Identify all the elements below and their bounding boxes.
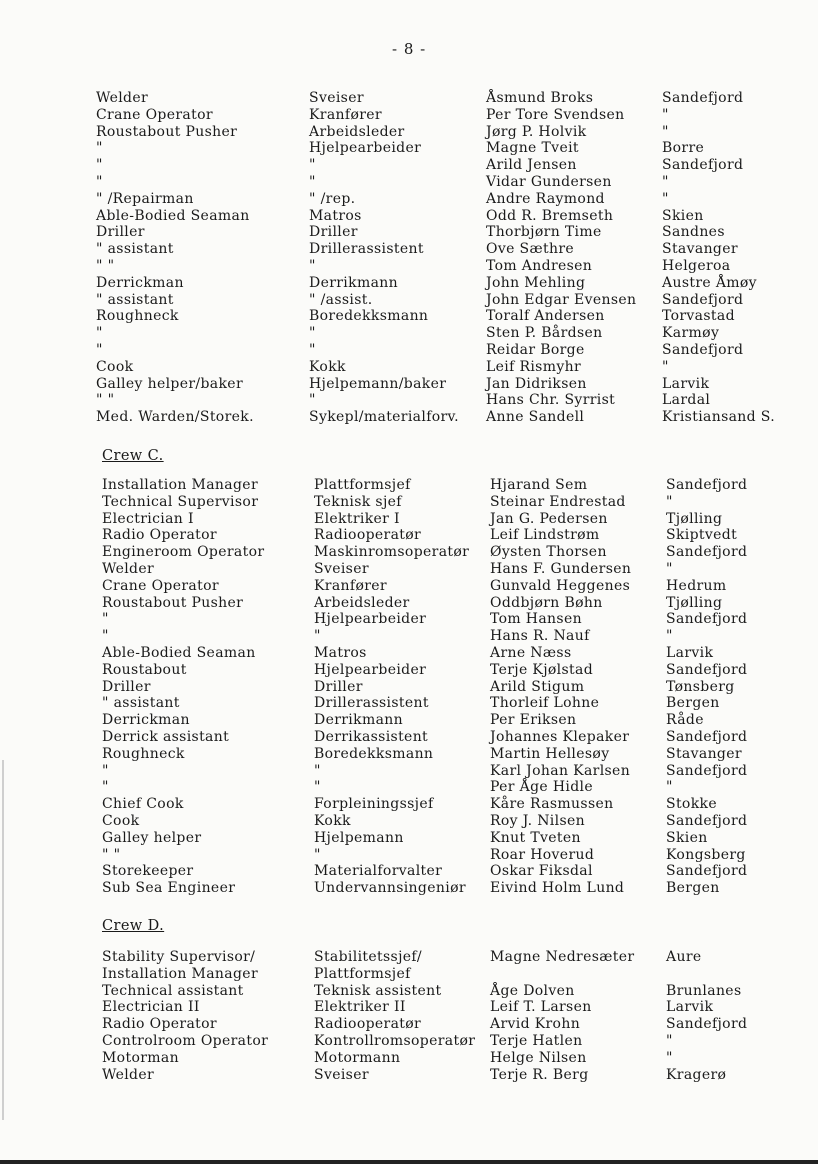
hometown: " bbox=[666, 493, 673, 510]
position-en: Roustabout bbox=[102, 661, 187, 678]
position-no: " bbox=[314, 846, 321, 863]
hometown: Sandefjord bbox=[666, 661, 748, 678]
hometown: " bbox=[662, 173, 669, 190]
person-name: Arild Stigum bbox=[490, 678, 585, 695]
hometown: Stokke bbox=[666, 796, 717, 813]
hometown: Skiptvedt bbox=[666, 527, 738, 544]
position-en: " bbox=[102, 628, 109, 645]
position-en: " bbox=[96, 325, 103, 342]
position-en: Technical assistant bbox=[102, 982, 244, 999]
crew-row bbox=[96, 880, 796, 897]
position-no: Driller bbox=[314, 678, 363, 695]
position-no: Forpleiningssjef bbox=[314, 796, 434, 813]
position-en: Radio Operator bbox=[102, 527, 217, 544]
position-no: Drillerassistent bbox=[314, 695, 429, 712]
crew-d-section bbox=[96, 918, 796, 1083]
hometown: " bbox=[662, 358, 669, 375]
position-no: Undervannsingeniør bbox=[314, 880, 466, 897]
hometown: " bbox=[662, 123, 669, 140]
crew-row bbox=[96, 241, 796, 258]
crew-row bbox=[96, 679, 796, 696]
position-en: " " bbox=[102, 846, 121, 863]
position-en: Roughneck bbox=[96, 308, 179, 325]
crew-row bbox=[96, 763, 796, 780]
crew-row bbox=[96, 628, 796, 645]
crew-row bbox=[96, 695, 796, 712]
position-en: Technical Supervisor bbox=[102, 493, 259, 510]
position-no: Plattformsjef bbox=[314, 965, 411, 982]
hometown: Sandefjord bbox=[662, 291, 744, 308]
hometown: Brunlanes bbox=[666, 982, 742, 999]
position-no: Kranfører bbox=[314, 577, 387, 594]
crew-row bbox=[96, 511, 796, 528]
position-no: Arbeidsleder bbox=[309, 123, 405, 140]
crew-row bbox=[96, 90, 796, 107]
crew-b-list bbox=[96, 90, 796, 426]
position-en: " bbox=[96, 140, 103, 157]
person-name: Vidar Gundersen bbox=[486, 173, 612, 190]
position-en: Controlroom Operator bbox=[102, 1032, 269, 1049]
crew-row bbox=[96, 949, 796, 966]
position-no: Kokk bbox=[314, 812, 351, 829]
position-no: Maskinromsoperatør bbox=[314, 544, 470, 561]
position-en: Installation Manager bbox=[102, 965, 258, 982]
hometown: Skien bbox=[666, 829, 708, 846]
position-en: Derrickman bbox=[102, 712, 190, 729]
crew-row bbox=[96, 966, 796, 983]
person-name: Hjarand Sem bbox=[490, 477, 588, 493]
crew-row bbox=[96, 662, 796, 679]
position-en: Cook bbox=[96, 358, 134, 375]
person-name: Sten P. Bårdsen bbox=[486, 325, 603, 342]
person-name: Åsmund Broks bbox=[486, 90, 594, 106]
position-en: " bbox=[102, 779, 109, 796]
person-name: Odd R. Bremseth bbox=[486, 207, 614, 224]
crew-row bbox=[96, 325, 796, 342]
person-name: Arild Jensen bbox=[486, 157, 577, 174]
person-name: Ove Sæthre bbox=[486, 241, 574, 258]
hometown: Tønsberg bbox=[666, 678, 735, 695]
position-en: Crane Operator bbox=[96, 106, 213, 123]
position-no: Hjelpearbeider bbox=[314, 661, 427, 678]
crew-row bbox=[96, 863, 796, 880]
person-name: Steinar Endrestad bbox=[490, 493, 626, 510]
person-name: Hans Chr. Syrrist bbox=[486, 392, 616, 409]
person-name: Per Tore Svendsen bbox=[486, 106, 625, 123]
person-name: Leif T. Larsen bbox=[490, 999, 592, 1016]
hometown: Sandefjord bbox=[666, 728, 748, 745]
hometown: Helgeroa bbox=[662, 257, 731, 274]
hometown: Sandefjord bbox=[666, 1016, 748, 1033]
person-name: Magne Tveit bbox=[486, 140, 579, 157]
position-en: " " bbox=[96, 257, 115, 274]
person-name: Reidar Borge bbox=[486, 341, 585, 358]
hometown: Råde bbox=[666, 712, 704, 729]
crew-row bbox=[96, 208, 796, 225]
crew-row bbox=[96, 1067, 796, 1084]
crew-row bbox=[96, 611, 796, 628]
person-name: Roy J. Nilsen bbox=[490, 812, 585, 829]
hometown: Kristiansand S. bbox=[662, 409, 776, 426]
person-name: Jørg P. Holvik bbox=[486, 123, 587, 140]
person-name: Terje Kjølstad bbox=[490, 661, 594, 678]
position-no: Radiooperatør bbox=[314, 527, 422, 544]
hometown: " bbox=[662, 190, 669, 207]
crew-row bbox=[96, 544, 796, 561]
person-name: Leif Lindstrøm bbox=[490, 527, 600, 544]
position-no: Drillerassistent bbox=[309, 241, 424, 258]
position-en: " " bbox=[96, 392, 115, 409]
person-name: Arne Næss bbox=[490, 644, 572, 661]
position-no: Materialforvalter bbox=[314, 863, 443, 880]
hometown: Sandefjord bbox=[666, 762, 748, 779]
position-no: Hjelpemann/baker bbox=[309, 375, 447, 392]
hometown: Kongsberg bbox=[666, 846, 746, 863]
crew-row bbox=[96, 409, 796, 426]
position-no: Plattformsjef bbox=[314, 477, 411, 493]
person-name: Thorbjørn Time bbox=[486, 224, 602, 241]
person-name: Tom Andresen bbox=[486, 257, 593, 274]
position-en: Sub Sea Engineer bbox=[102, 880, 236, 897]
crew-row bbox=[96, 578, 796, 595]
person-name: Magne Nedresæter bbox=[490, 949, 635, 965]
position-no: Arbeidsleder bbox=[314, 594, 410, 611]
person-name: Roar Hoverud bbox=[490, 846, 595, 863]
crew-row bbox=[96, 779, 796, 796]
crew-row bbox=[96, 292, 796, 309]
person-name: Åge Dolven bbox=[490, 982, 575, 999]
crew-row bbox=[96, 813, 796, 830]
scan-edge-line bbox=[2, 760, 4, 1120]
position-no: Derrikassistent bbox=[314, 728, 429, 745]
person-name: John Edgar Evensen bbox=[486, 291, 637, 308]
position-en: " assistant bbox=[96, 291, 174, 308]
crew-c-heading: Crew C. bbox=[102, 448, 164, 464]
hometown: Torvastad bbox=[662, 308, 735, 325]
crew-row bbox=[96, 527, 796, 544]
position-no: Hjelpearbeider bbox=[314, 611, 427, 628]
position-no: " bbox=[309, 341, 316, 358]
crew-row bbox=[96, 847, 796, 864]
hometown: Kragerø bbox=[666, 1066, 727, 1083]
person-name: Terje Hatlen bbox=[490, 1032, 583, 1049]
person-name: Martin Hellesøy bbox=[490, 745, 610, 762]
person-name: Eivind Holm Lund bbox=[490, 880, 625, 897]
person-name: Terje R. Berg bbox=[490, 1066, 589, 1083]
position-no: " bbox=[309, 157, 316, 174]
hometown: Sandefjord bbox=[666, 863, 748, 880]
hometown: Stavanger bbox=[662, 241, 738, 258]
position-en: " assistant bbox=[102, 695, 180, 712]
position-en: Roustabout Pusher bbox=[102, 594, 244, 611]
position-en: Roughneck bbox=[102, 745, 185, 762]
hometown: Stavanger bbox=[666, 745, 742, 762]
hometown: Tjølling bbox=[666, 594, 723, 611]
hometown: Karmøy bbox=[662, 325, 720, 342]
position-en: Storekeeper bbox=[102, 863, 194, 880]
position-no: Sveiser bbox=[309, 90, 364, 106]
hometown: Sandefjord bbox=[666, 812, 748, 829]
position-no: Hjelpearbeider bbox=[309, 140, 422, 157]
hometown: Aure bbox=[666, 949, 702, 965]
hometown: Skien bbox=[662, 207, 704, 224]
position-no: " bbox=[309, 173, 316, 190]
hometown: Sandefjord bbox=[662, 157, 744, 174]
position-no: Elektriker I bbox=[314, 510, 400, 527]
person-name: Per Eriksen bbox=[490, 712, 577, 729]
position-no: Radiooperatør bbox=[314, 1016, 422, 1033]
position-en: Electrician I bbox=[102, 510, 194, 527]
crew-row bbox=[96, 1016, 796, 1033]
person-name: Anne Sandell bbox=[486, 409, 585, 426]
position-en: Chief Cook bbox=[102, 796, 184, 813]
page-number: - 8 - bbox=[392, 40, 427, 58]
position-en: " bbox=[96, 173, 103, 190]
position-no: Motormann bbox=[314, 1049, 401, 1066]
crew-row bbox=[96, 191, 796, 208]
crew-row bbox=[96, 308, 796, 325]
hometown: Bergen bbox=[666, 880, 720, 897]
position-en: Welder bbox=[102, 1066, 155, 1083]
crew-row bbox=[96, 140, 796, 157]
page-bottom-border bbox=[0, 1160, 818, 1164]
position-no: " bbox=[314, 628, 321, 645]
position-en: Roustabout Pusher bbox=[96, 123, 238, 140]
person-name: Leif Rismyhr bbox=[486, 358, 581, 375]
crew-row bbox=[96, 1033, 796, 1050]
position-en: " bbox=[102, 611, 109, 628]
position-no: Kranfører bbox=[309, 106, 382, 123]
crew-row bbox=[96, 796, 796, 813]
position-no: Kokk bbox=[309, 358, 346, 375]
hometown: Hedrum bbox=[666, 577, 727, 594]
person-name: Karl Johan Karlsen bbox=[490, 762, 631, 779]
crew-row bbox=[96, 342, 796, 359]
position-en: Installation Manager bbox=[102, 477, 258, 493]
position-no: " bbox=[309, 392, 316, 409]
crew-d-heading: Crew D. bbox=[102, 918, 165, 934]
position-en: " bbox=[96, 157, 103, 174]
position-en: Med. Warden/Storek. bbox=[96, 409, 254, 426]
position-en: Welder bbox=[102, 560, 155, 577]
position-en: " bbox=[102, 762, 109, 779]
crew-row bbox=[96, 999, 796, 1016]
hometown: Larvik bbox=[662, 375, 710, 392]
position-no: Matros bbox=[309, 207, 362, 224]
position-en: Driller bbox=[102, 678, 151, 695]
position-no: Elektriker II bbox=[314, 999, 406, 1016]
position-no: Hjelpemann bbox=[314, 829, 404, 846]
hometown: " bbox=[666, 560, 673, 577]
position-no: " bbox=[309, 325, 316, 342]
position-en: " /Repairman bbox=[96, 190, 194, 207]
crew-row bbox=[96, 983, 796, 1000]
crew-row bbox=[96, 107, 796, 124]
hometown: Austre Åmøy bbox=[662, 274, 757, 291]
position-en: Welder bbox=[96, 90, 149, 106]
person-name: Jan Didriksen bbox=[486, 375, 587, 392]
person-name: Arvid Krohn bbox=[490, 1016, 581, 1033]
position-en: Stability Supervisor/ bbox=[102, 949, 256, 965]
crew-row bbox=[96, 124, 796, 141]
position-en: " assistant bbox=[96, 241, 174, 258]
position-en: Crane Operator bbox=[102, 577, 219, 594]
position-no: Sykepl/materialforv. bbox=[309, 409, 459, 426]
crew-row bbox=[96, 477, 796, 494]
hometown: Sandnes bbox=[662, 224, 725, 241]
hometown: " bbox=[666, 1049, 673, 1066]
person-name: Tom Hansen bbox=[490, 611, 582, 628]
hometown: Larvik bbox=[666, 999, 714, 1016]
person-name: Jan G. Pedersen bbox=[490, 510, 608, 527]
person-name: Gunvald Heggenes bbox=[490, 577, 631, 594]
position-no: " bbox=[314, 762, 321, 779]
position-en: Cook bbox=[102, 812, 140, 829]
position-no: " bbox=[314, 779, 321, 796]
position-en: Able-Bodied Seaman bbox=[96, 207, 250, 224]
crew-row bbox=[96, 830, 796, 847]
person-name: Kåre Rasmussen bbox=[490, 796, 614, 813]
hometown: Bergen bbox=[666, 695, 720, 712]
hometown: Larvik bbox=[666, 644, 714, 661]
crew-row bbox=[96, 376, 796, 393]
position-en: Galley helper bbox=[102, 829, 202, 846]
crew-row bbox=[96, 359, 796, 376]
position-no: Teknisk sjef bbox=[314, 493, 402, 510]
person-name: Helge Nilsen bbox=[490, 1049, 587, 1066]
crew-row bbox=[96, 712, 796, 729]
position-en: Derrick assistant bbox=[102, 728, 230, 745]
person-name: Thorleif Lohne bbox=[490, 695, 600, 712]
hometown: Sandefjord bbox=[666, 544, 748, 561]
position-no: Stabilitetssjef/ bbox=[314, 949, 422, 965]
position-no: Teknisk assistent bbox=[314, 982, 442, 999]
hometown: " bbox=[666, 1032, 673, 1049]
hometown: " bbox=[666, 779, 673, 796]
position-en: Electrician II bbox=[102, 999, 200, 1016]
position-en: Derrickman bbox=[96, 274, 184, 291]
hometown: Lardal bbox=[662, 392, 711, 409]
person-name: Knut Tveten bbox=[490, 829, 581, 846]
hometown: Sandefjord bbox=[662, 341, 744, 358]
crew-row bbox=[96, 645, 796, 662]
hometown: Sandefjord bbox=[666, 611, 748, 628]
position-en: Driller bbox=[96, 224, 145, 241]
position-no: Sveiser bbox=[314, 560, 369, 577]
crew-row bbox=[96, 275, 796, 292]
position-en: " bbox=[96, 341, 103, 358]
crew-row bbox=[96, 595, 796, 612]
crew-c-section bbox=[96, 448, 796, 897]
person-name: Per Åge Hidle bbox=[490, 779, 593, 796]
position-en: Able-Bodied Seaman bbox=[102, 644, 256, 661]
position-no: Driller bbox=[309, 224, 358, 241]
hometown: Tjølling bbox=[666, 510, 723, 527]
position-no: Boredekksmann bbox=[309, 308, 429, 325]
position-no: " bbox=[309, 257, 316, 274]
position-no: Kontrollromsoperatør bbox=[314, 1032, 476, 1049]
crew-row bbox=[96, 561, 796, 578]
person-name: Hans F. Gundersen bbox=[490, 560, 632, 577]
person-name: Oskar Fiksdal bbox=[490, 863, 593, 880]
crew-row bbox=[96, 157, 796, 174]
hometown: Borre bbox=[662, 140, 705, 157]
position-en: Engineroom Operator bbox=[102, 544, 265, 561]
person-name: Johannes Klepaker bbox=[490, 728, 630, 745]
crew-row bbox=[96, 1050, 796, 1067]
crew-d-list bbox=[96, 949, 796, 1083]
hometown: " bbox=[662, 106, 669, 123]
person-name: Øysten Thorsen bbox=[490, 544, 607, 561]
position-en: Motorman bbox=[102, 1049, 179, 1066]
crew-row bbox=[96, 494, 796, 511]
crew-row bbox=[96, 392, 796, 409]
crew-c-list bbox=[96, 477, 796, 897]
crew-row bbox=[96, 746, 796, 763]
position-en: Galley helper/baker bbox=[96, 375, 243, 392]
person-name: Andre Raymond bbox=[486, 190, 605, 207]
hometown: Sandefjord bbox=[662, 90, 744, 106]
position-no: Matros bbox=[314, 644, 367, 661]
hometown: Sandefjord bbox=[666, 477, 748, 493]
position-no: Sveiser bbox=[314, 1066, 369, 1083]
crew-row bbox=[96, 729, 796, 746]
position-no: Derrikmann bbox=[309, 274, 399, 291]
position-no: Boredekksmann bbox=[314, 745, 434, 762]
person-name: Toralf Andersen bbox=[486, 308, 605, 325]
crew-row bbox=[96, 258, 796, 275]
crew-row bbox=[96, 224, 796, 241]
person-name: Hans R. Nauf bbox=[490, 628, 590, 645]
position-en: Radio Operator bbox=[102, 1016, 217, 1033]
hometown: " bbox=[666, 628, 673, 645]
position-no: " /assist. bbox=[309, 291, 373, 308]
crew-row bbox=[96, 174, 796, 191]
position-no: " /rep. bbox=[309, 190, 356, 207]
person-name: Oddbjørn Bøhn bbox=[490, 594, 603, 611]
person-name: John Mehling bbox=[486, 274, 586, 291]
position-no: Derrikmann bbox=[314, 712, 404, 729]
